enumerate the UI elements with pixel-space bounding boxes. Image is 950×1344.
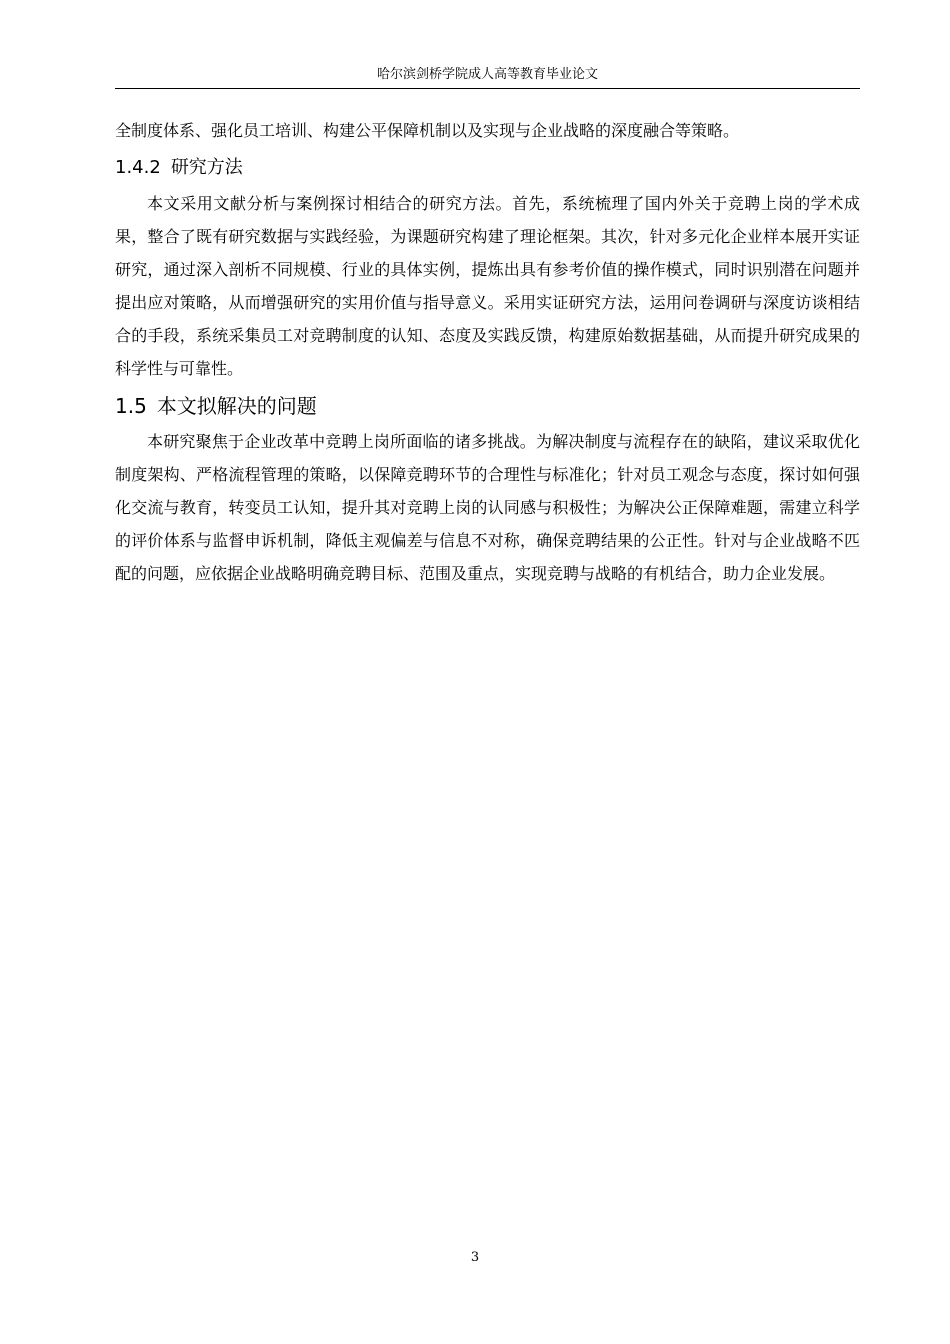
research-methods-paragraph: 本文采用文献分析与案例探讨相结合的研究方法。首先，系统梳理了国内外关于竞聘上岗的学术成果，整合了既有研究数据与实践经验，为课题研究构建了理论框架。其次，针对多元化企业样本展开实证研究，通过深入剖析不同规模、行业的具体实例，提炼出具有参考价值的操作模式，同时识别潜在问题并提出应对策略，从而增强研究的实用价值与指导意义。采用实证研究方法，运用问卷调研与深度访谈相结合的手段，系统采集员工对竞聘制度的认知、态度及实践反馈，构建原始数据基础，从而提升研究成果的科学性与可靠性。 — [115, 194, 860, 378]
document-body — [115, 114, 860, 590]
section-title: 研究方法 — [170, 157, 243, 178]
section-number: 1.4.2 — [115, 157, 161, 178]
page-number: 3 — [470, 1250, 480, 1265]
header-divider — [115, 88, 860, 89]
section-heading-1-4-2 — [115, 153, 860, 183]
continuation-paragraph: 全制度体系、强化员工培训、构建公平保障机制以及实现与企业战略的深度融合等策略。 — [115, 121, 740, 140]
problems-paragraph: 本研究聚焦于企业改革中竞聘上岗所面临的诸多挑战。为解决制度与流程存在的缺陷，建议采取优化制度架构、严格流程管理的策略，以保障竞聘环节的合理性与标准化；针对员工观念与态度，探讨如何强化交流与教育，转变员工认知，提升其对竞聘上岗的认同感与积极性；为解决公正保障难题，需建立科学的评价体系与监督申诉机制，降低主观偏差与信息不对称，确保竞聘结果的公正性。针对与企业战略不匹配的问题，应依据企业战略明确竞聘目标、范围及重点，实现竞聘与战略的有机结合，助力企业发展。 — [115, 432, 860, 583]
section-number: 1.5 — [115, 394, 147, 418]
section-heading-1-5 — [115, 389, 860, 423]
page-header: 哈尔滨剑桥学院成人高等教育毕业论文 — [376, 67, 598, 82]
section-title: 本文拟解决的问题 — [156, 394, 317, 418]
